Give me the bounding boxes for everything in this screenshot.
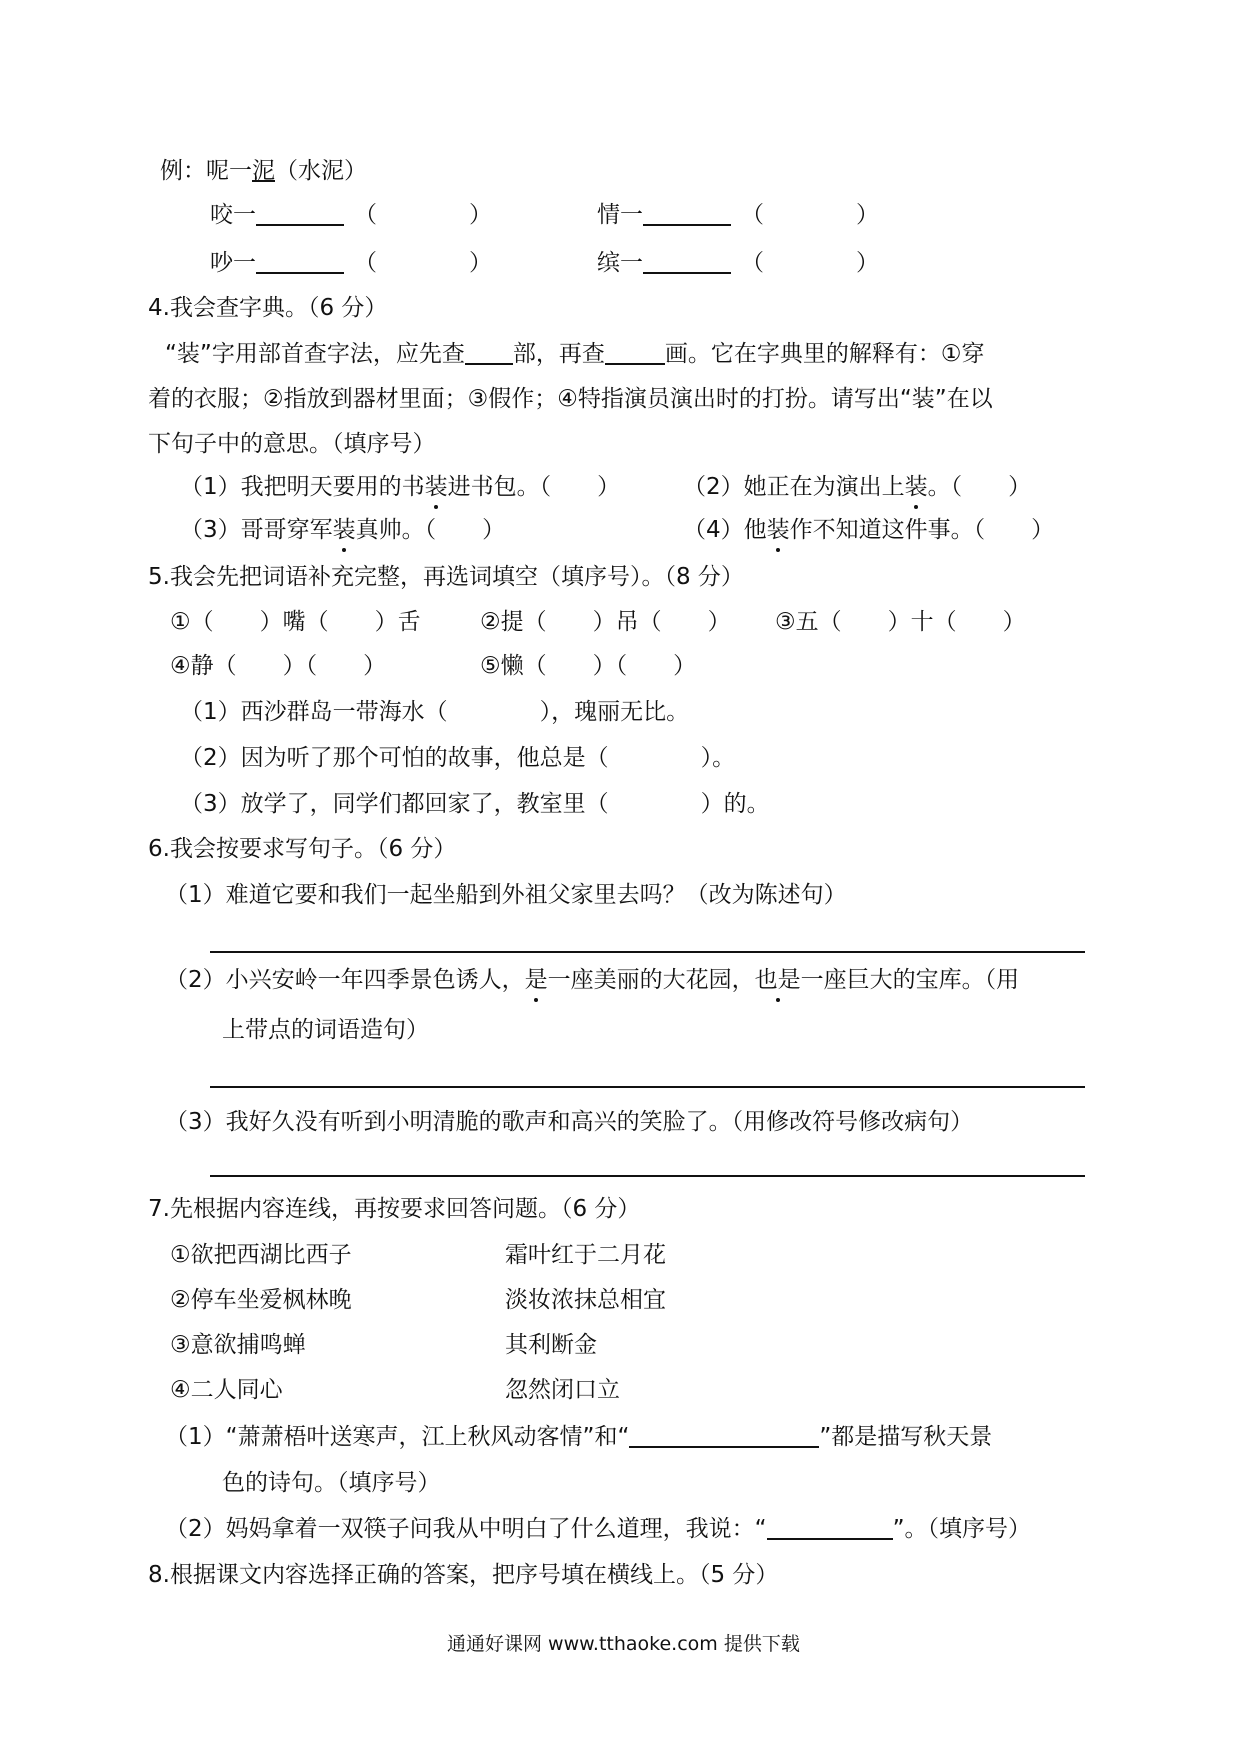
q3-blank[interactable] [643,250,731,274]
q4-p1c: 画。它在字典里的解释有：①穿 [664,341,985,367]
q7-a1-tail: ”都是描写秋天景 [819,1424,993,1450]
q5-title: 5.我会先把词语补充完整，再选词填空（填序号）。（8 分） [148,564,744,590]
q4-sentence3 [180,515,505,545]
q5-word1: ①（ ）嘴（ ）舌 [170,609,421,635]
q6-sentence3: （3）我好久没有听到小明清脆的歌声和高兴的笑脸了。（用修改符号修改病句） [165,1109,974,1135]
q5-word3: ③五（ ）十（ ） [775,609,1026,635]
q3-paren: （ ） [354,202,492,228]
q4-title: 4.我会查字典。（6 分） [148,295,388,321]
q3-char: 缤一 [597,250,643,276]
q6-s2-mid: 一座美丽的大花园， [547,967,755,993]
q7-left-item: ②停车坐爱枫林晚 [170,1287,352,1313]
q3-blank[interactable] [643,202,731,226]
q6-answer-line2[interactable] [210,1086,1085,1088]
example-underlined-char: 泥 [252,158,275,184]
q6-sentence2-cont: 上带点的词语造句） [222,1017,429,1043]
q7-a2-tail: ”。（填序号） [892,1516,1031,1542]
q4-s3-tail: 真帅。（ ） [355,517,506,543]
example-line [160,156,367,186]
q7-right-item: 其利断金 [505,1332,597,1358]
q7-left-item: ③意欲捕鸣蝉 [170,1332,306,1358]
q7-a2-blank[interactable] [767,1516,893,1540]
stroke-count-blank[interactable] [605,341,665,365]
q7-title: 7.先根据内容连线，再按要求回答问题。（6 分） [148,1196,641,1222]
dotted-word: 也是 [754,967,801,993]
q6-sentence1: （1）难道它要和我们一起坐船到外祖父家里去吗？（改为陈述句） [165,882,847,908]
q7-answer1 [165,1422,992,1452]
q3-row1-right [597,200,879,230]
q4-s2-tail: 。（ ） [927,474,1032,500]
q3-blank[interactable] [256,250,344,274]
q7-right-item: 忽然闭口立 [505,1377,620,1403]
dotted-char: 装 [332,517,356,543]
q5-word4: ④静（ ）（ ） [170,653,387,679]
q6-sentence2 [165,965,1019,995]
q5-sentence1: （1）西沙群岛一带海水（ ），瑰丽无比。 [180,699,690,725]
q5-sentence3: （3）放学了，同学们都回家了，教室里（ ）的。 [180,791,770,817]
example-suffix: （水泥） [275,158,367,184]
q4-s1-text: （1）我把明天要用的书 [180,474,425,500]
q5-sentence2: （2）因为听了那个可怕的故事，他总是（ ）。 [180,745,736,771]
q3-paren: （ ） [741,202,879,228]
q7-left-item: ④二人同心 [170,1377,283,1403]
q3-row1-left [210,200,492,230]
q3-blank[interactable] [256,202,344,226]
q3-char: 吵一 [210,250,256,276]
q7-a2-text: （2）妈妈拿着一双筷子问我从中明白了什么道理，我说：“ [165,1516,767,1542]
dotted-char: 装 [424,474,448,500]
q6-answer-line3[interactable] [210,1175,1085,1177]
q8-title: 8.根据课文内容选择正确的答案，把序号填在横线上。（5 分） [148,1562,779,1588]
q7-answer2 [165,1514,1031,1544]
q5-word5: ⑤懒（ ）（ ） [480,653,697,679]
radical-blank[interactable] [465,341,513,365]
q3-paren: （ ） [741,250,879,276]
q6-title: 6.我会按要求写句子。（6 分） [148,836,457,862]
q4-s4-text: （4）他 [683,517,767,543]
q3-char: 咬一 [210,202,256,228]
q4-sentence1 [180,472,620,502]
q6-answer-line1[interactable] [210,951,1085,953]
q4-p1a: “装”字用部首查字法，应先查 [165,341,465,367]
q4-sentence2 [683,472,1031,502]
q3-row2-left [210,248,492,278]
q7-a1-blank[interactable] [629,1424,819,1448]
q4-s1-tail: 进书包。（ ） [447,474,621,500]
q7-answer1-cont: 色的诗句。（填序号） [222,1470,441,1496]
example-prefix: 例：呢一 [160,158,252,184]
q6-s2-text: （2）小兴安岭一年四季景色诱人， [165,967,525,993]
q4-sentence4 [683,515,1054,545]
q4-p1b: 部，再查 [512,341,605,367]
q3-paren: （ ） [354,250,492,276]
dotted-char: 装 [904,474,928,500]
q4-para-line3: 下句子中的意思。（填序号） [148,431,436,457]
q7-right-item: 霜叶红于二月花 [505,1242,666,1268]
q7-right-item: 淡妆浓抹总相宜 [505,1287,666,1313]
q7-left-item: ①欲把西湖比西子 [170,1242,352,1268]
q4-s2-text: （2）她正在为演出上 [683,474,905,500]
q4-s3-text: （3）哥哥穿军 [180,517,333,543]
page-footer: 通通好课网 www.tthaoke.com 提供下载 [447,1633,800,1655]
q4-para-line1 [165,339,984,369]
q5-word2: ②提（ ）吊（ ） [480,609,731,635]
q6-s2-tail: 一座巨大的宝库。（用 [800,967,1020,993]
q4-para-line2: 着的衣服；②指放到器材里面；③假作；④特指演员演出时的打扮。请写出“装”在以 [148,386,993,412]
q3-char: 情一 [597,202,643,228]
dotted-word: 是 [524,967,548,993]
q7-a1-text: （1）“萧萧梧叶送寒声，江上秋风动客情”和“ [165,1424,630,1450]
q4-s4-tail: 作不知道这件事。（ ） [789,517,1055,543]
dotted-char: 装 [766,517,790,543]
q3-row2-right [597,248,879,278]
